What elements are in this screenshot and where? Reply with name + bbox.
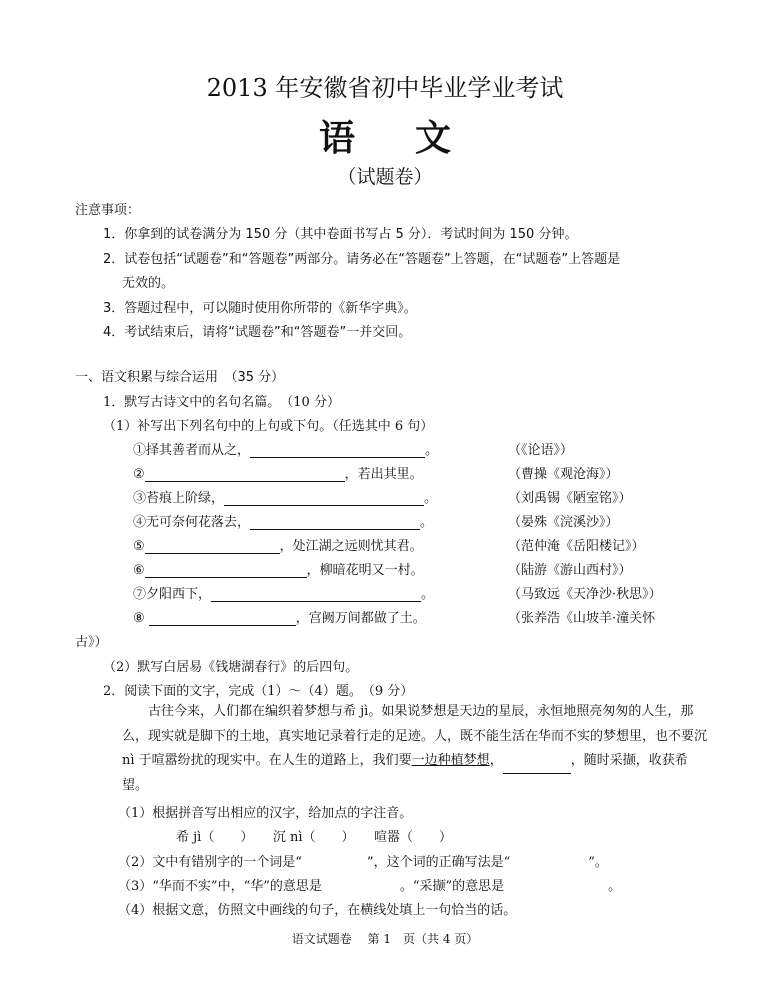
section-heading: 一、语文积累与综合运用 （35 分）: [75, 370, 285, 385]
answer-blank[interactable]: [211, 587, 421, 602]
answer-blank[interactable]: [250, 443, 425, 458]
source-2: （曹操《观沧海》）: [508, 467, 619, 482]
sub-question-4: （4）根据文意，仿照文中画线的句子，在横线处填上一句恰当的话。: [118, 903, 517, 918]
fill-line-7: ⑦夕阳西下， 。: [133, 587, 435, 602]
fill-line-5: ⑤ ，处江湖之远则忧其君。: [133, 539, 423, 554]
reading-passage: 古往今来，人们都在编织着梦想与希 jì。如果说梦想是天边的星辰，永恒地照亮匆匆的人生，那么，现实就是脚下的土地，真实地记录着行走的足迹。人，既不能生活在华而不实的梦想里，也不要沉 nì 于喧嚣纷扰的现实中。在人生的道路上，我们要一边种植梦想， ，随时采撷，收获希望。: [122, 704, 708, 793]
question-2: 2．阅读下面的文字，完成（1）～（4）题。 （9 分）: [103, 684, 414, 699]
exam-title: 2013 年安徽省初中毕业学业考试: [206, 74, 564, 102]
answer-blank[interactable]: [250, 515, 420, 530]
answer-blank[interactable]: [145, 539, 280, 554]
fill-line-1: ①择其善者而从之， 。: [133, 443, 439, 458]
notice-item-2: 2．试卷包括“试题卷”和“答题卷”两部分。请务必在“答题卷”上答题，在“试题卷”上答题是: [103, 252, 621, 267]
notice-item-2-cont: 无效的。: [122, 276, 175, 291]
notice-item-1: 1．你拿到的试卷满分为 150 分（其中卷面书写占 5 分）．考试时间为 150 分钟。: [103, 227, 578, 242]
sub-question-3: （3）“华而不实”中，“华”的意思是 。“采撷”的意思是 。: [118, 879, 622, 894]
sub-question-2: （2）文中有错别字的一个词是“ ”，这个词的正确写法是“ ”。: [118, 855, 608, 870]
pinyin-row: 希 jì（ ） 沉 nì（ ） 喧嚣（ ）: [176, 830, 452, 845]
answer-blank[interactable]: [145, 467, 345, 482]
source-8: （张养浩《山坡羊·潼关怀: [508, 611, 656, 626]
fill-line-6: ⑥ ，柳暗花明又一村。: [133, 563, 424, 578]
source-6: （陆游《游山西村》）: [508, 563, 632, 578]
underlined-sentence: 一边种植梦想: [411, 753, 490, 768]
page-footer: 语文试题卷 第 1 页（共 4 页）: [291, 932, 479, 946]
sub-question-1: （1）根据拼音写出相应的汉字，给加点的字注音。: [118, 806, 413, 821]
question-1: 1．默写古诗文中的名句名篇。 （10 分）: [103, 395, 340, 410]
question-1-part-2: （2）默写白居易《钱塘湖春行》的后四句。: [103, 660, 359, 675]
notice-heading: 注意事项：: [75, 203, 141, 218]
source-4: （晏殊《浣溪沙》）: [508, 515, 619, 530]
answer-blank[interactable]: [149, 611, 296, 626]
source-3: （刘禹锡《陋室铭》）: [508, 491, 632, 506]
notice-item-3: 3．答题过程中，可以随时使用你所带的《新华字典》。: [103, 301, 417, 316]
notice-item-4: 4．考试结束后，请将“试题卷”和“答题卷”一并交回。: [103, 325, 412, 340]
source-5: （范仲淹《岳阳楼记》）: [508, 539, 645, 554]
fill-line-8: ⑧ ，宫阙万间都做了土。: [133, 611, 426, 626]
fill-line-3: ③苔痕上阶绿， 。: [133, 491, 438, 506]
question-1-part-1: （1）补写出下列名句中的上句或下句。（任选其中 6 句）: [103, 419, 434, 434]
fill-line-4: ④无可奈何花落去， 。: [133, 515, 434, 530]
source-8-wrap: 古》）: [75, 635, 108, 650]
subject-title: 语文: [318, 118, 511, 159]
answer-blank[interactable]: [503, 759, 571, 774]
source-1: （《论语》）: [508, 443, 574, 458]
answer-blank[interactable]: [224, 491, 424, 506]
answer-blank[interactable]: [145, 563, 307, 578]
paper-type: （试题卷）: [337, 166, 433, 188]
source-7: （马致远《天净沙·秋思》）: [508, 587, 662, 602]
fill-line-2: ② ，若出其里。: [133, 467, 423, 482]
